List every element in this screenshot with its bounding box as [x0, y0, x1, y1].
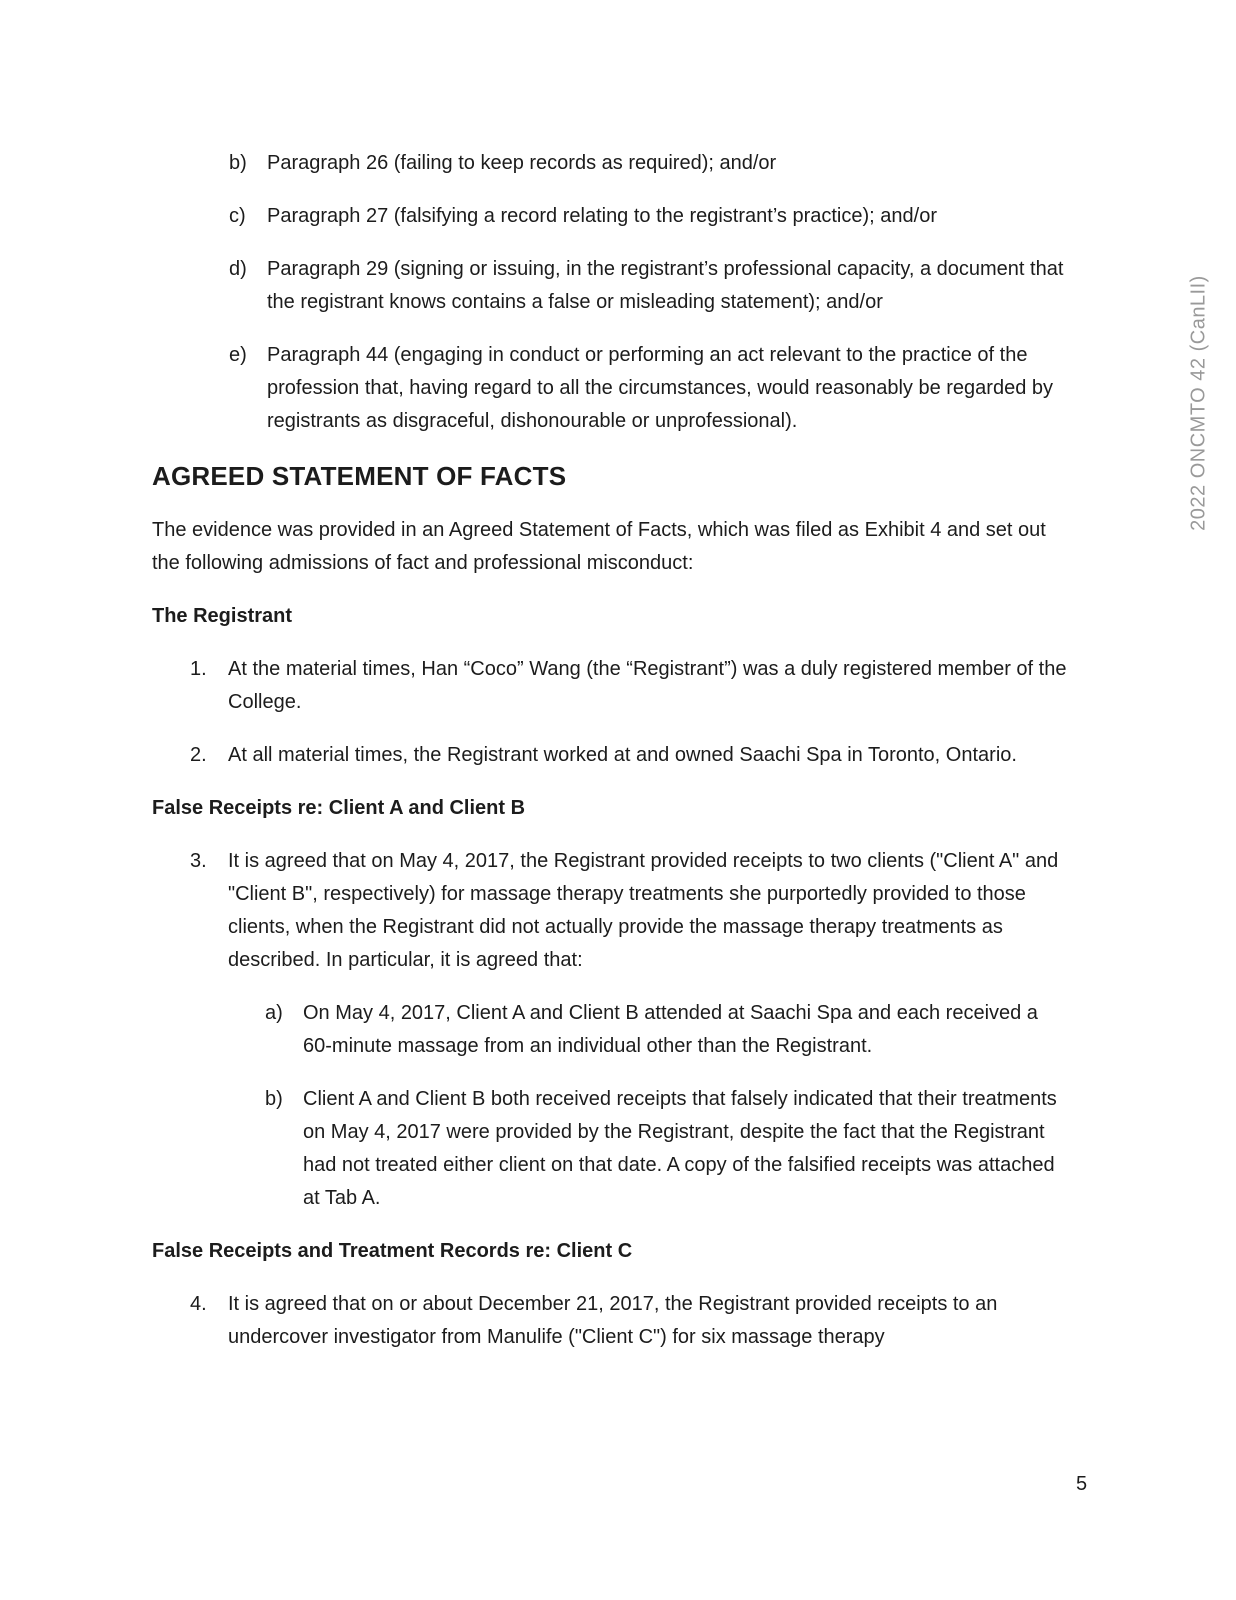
list-item-text: On May 4, 2017, Client A and Client B attended at Saachi Spa and each received a 60-minute massage from an individual other than the Registrant. [303, 1002, 1038, 1057]
subsection-heading-registrant: The Registrant [152, 605, 293, 627]
list-item-text: It is agreed that on May 4, 2017, the Registrant provided receipts to two clients ("Client A" and "Client B", respectively) for massage therapy treatments she purportedly provided to those clients, when the Registrant did not actually provide the massage therapy treatments as described. In particular, it is agreed that: [228, 850, 1059, 971]
list-item-label: c) [229, 205, 246, 227]
subsection-heading-false-receipts-c: False Receipts and Treatment Records re: Client C [152, 1240, 633, 1262]
list-item-text: Client A and Client B both received receipts that falsely indicated that their treatments on May 4, 2017 were provided by the Registrant, despite the fact that the Registrant had not treated either client on that date. A copy of the falsified receipts was attached at Tab A. [303, 1088, 1057, 1209]
list-item-e [229, 339, 1072, 438]
document-content [152, 147, 1072, 1374]
list-item-label: 3. [190, 850, 207, 872]
list-item-4 [190, 1288, 1072, 1354]
list-item-label: b) [229, 152, 247, 174]
list-item-label: 4. [190, 1293, 207, 1315]
list-item-text: Paragraph 44 (engaging in conduct or performing an act relevant to the practice of the profession that, having regard to all the circumstances, would reasonably be regarded by registrants as disgraceful, dishonourable or unprofessional). [267, 344, 1054, 432]
page-number: 5 [1076, 1473, 1088, 1495]
list-item-label: 2. [190, 744, 207, 766]
list-item-b [229, 147, 1072, 180]
list-item-3 [190, 845, 1072, 977]
list-item-label: 1. [190, 658, 207, 680]
list-item-label: e) [229, 344, 247, 366]
sublist-item-a [265, 997, 1072, 1063]
list-item-text: It is agreed that on or about December 21, 2017, the Registrant provided receipts to an undercover investigator from Manulife ("Client C") for six massage therapy [228, 1293, 998, 1348]
list-item-text: At all material times, the Registrant worked at and owned Saachi Spa in Toronto, Ontario. [228, 744, 1017, 766]
sublist-item-b [265, 1083, 1072, 1215]
list-item-1 [190, 653, 1072, 719]
section-heading: AGREED STATEMENT OF FACTS [152, 461, 567, 491]
list-item-label: d) [229, 258, 247, 280]
list-item-label: a) [265, 1002, 283, 1024]
list-item-text: Paragraph 29 (signing or issuing, in the registrant’s professional capacity, a document that the registrant knows contains a false or misleading statement); and/or [267, 258, 1064, 313]
subsection-heading-false-receipts-ab: False Receipts re: Client A and Client B [152, 797, 526, 819]
list-item-d [229, 253, 1072, 319]
list-item-2 [190, 739, 1072, 772]
citation-watermark: 2022 ONCMTO 42 (CanLII) [1187, 275, 1210, 531]
list-item-c [229, 200, 1072, 233]
intro-paragraph: The evidence was provided in an Agreed Statement of Facts, which was filed as Exhibit 4 and set out the following admissions of fact and professional misconduct: [152, 519, 1046, 574]
list-item-label: b) [265, 1088, 283, 1110]
list-item-text: Paragraph 27 (falsifying a record relating to the registrant’s practice); and/or [267, 205, 937, 227]
list-item-text: Paragraph 26 (failing to keep records as required); and/or [267, 152, 777, 174]
list-item-text: At the material times, Han “Coco” Wang (the “Registrant”) was a duly registered member of the College. [228, 658, 1067, 713]
